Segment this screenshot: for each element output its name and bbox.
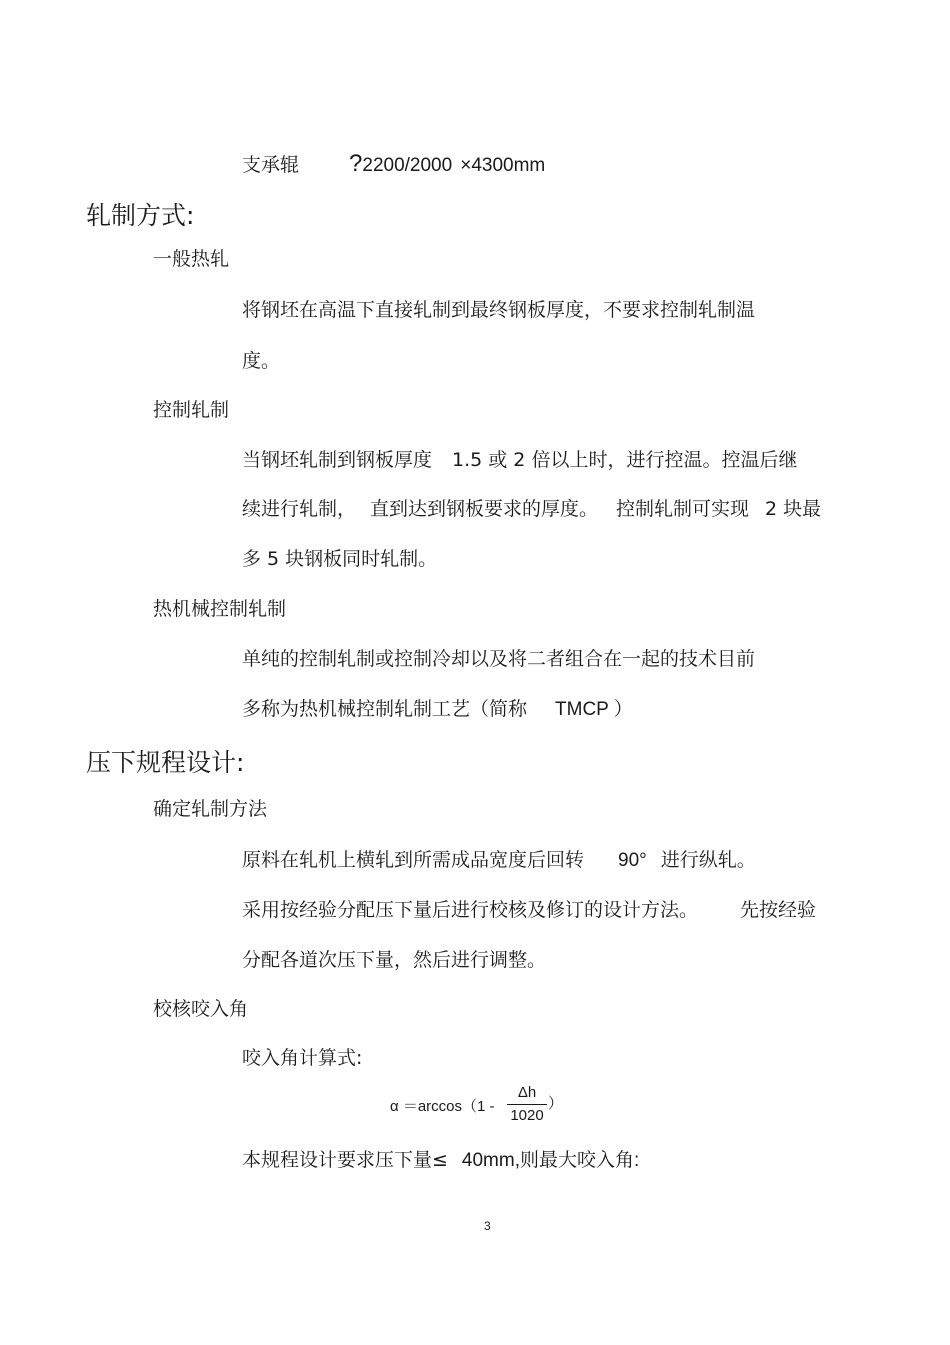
angle-value: 90° xyxy=(618,850,647,871)
section-heading-rolling-methods: 轧制方式: xyxy=(86,201,195,230)
subheading-controlled-rolling: 控制轧制 xyxy=(153,399,230,421)
paragraph-line: 度。 xyxy=(242,350,281,372)
times-symbol: × xyxy=(460,155,472,176)
paragraph-line: 将钢坯在高温下直接轧制到最终钢板厚度，不要求控制轧制温 xyxy=(242,299,756,321)
support-roll-length: 4300mm xyxy=(471,155,546,176)
text-span: 原料在轧机上横轧到所需成品宽度后回转 xyxy=(242,849,585,871)
subheading-check-bite-angle: 校核咬入角 xyxy=(153,998,249,1020)
page-number: 3 xyxy=(484,1219,491,1233)
text-span: 采用按经验分配压下量后进行校核及修订的设计方法。 xyxy=(242,899,699,921)
subheading-thermo-mechanical-rolling: 热机械控制轧制 xyxy=(153,598,287,620)
text-span: 先按经验 xyxy=(740,899,817,921)
subheading-determine-rolling-method: 确定轧制方法 xyxy=(153,798,268,820)
paragraph-line xyxy=(242,445,797,472)
text-span: 当钢坯轧制到钢板厚度 xyxy=(242,449,433,471)
diameter-symbol: ? xyxy=(349,150,363,177)
text-span: 控制轧制可实现 xyxy=(616,498,750,520)
text-span: 1.5 或 2 倍以上时，进行控温。控温后继 xyxy=(452,449,798,471)
paragraph-line xyxy=(242,694,633,721)
support-roll-label: 支承辊 xyxy=(242,154,300,176)
paragraph-line: 分配各道次压下量，然后进行调整。 xyxy=(242,949,547,971)
text-span: 多称为热机械控制轧制工艺（简称 xyxy=(242,698,528,720)
paragraph-line xyxy=(242,494,821,521)
fraction-bar xyxy=(507,1104,547,1105)
paragraph-line xyxy=(242,845,756,872)
support-roll-diameter: 2200/2000 xyxy=(362,155,453,176)
paragraph-line xyxy=(242,895,816,922)
bite-angle-formula-lhs: α ＝arccos（1 - xyxy=(390,1098,495,1115)
formula-fraction xyxy=(505,1083,549,1126)
support-roll-spec-line xyxy=(242,150,545,178)
text-span: 本规程设计要求压下量≤ xyxy=(242,1149,448,1171)
text-span: 直到达到钢板要求的厚度。 xyxy=(370,498,599,520)
formula-label: 咬入角计算式: xyxy=(242,1047,363,1069)
text-span: 续进行轧制， xyxy=(242,498,357,520)
paragraph-line xyxy=(242,1145,639,1172)
formula-right-paren: ） xyxy=(548,1095,564,1112)
subheading-general-hot-rolling: 一般热轧 xyxy=(153,248,230,270)
section-heading-reduction-design: 压下规程设计: xyxy=(86,748,245,777)
text-span: 40mm,则最大咬入角: xyxy=(461,1150,640,1171)
fraction-denominator: 1020 xyxy=(510,1107,544,1124)
text-span: 进行纵轧。 xyxy=(660,849,756,871)
tmcp-abbreviation: TMCP ） xyxy=(555,699,633,720)
text-span: 2 块最 xyxy=(765,498,822,520)
fraction-numerator: Δh xyxy=(517,1084,537,1101)
paragraph-line: 单纯的控制轧制或控制冷却以及将二者组合在一起的技术目前 xyxy=(242,648,756,670)
paragraph-line: 多 5 块钢板同时轧制。 xyxy=(242,548,438,570)
